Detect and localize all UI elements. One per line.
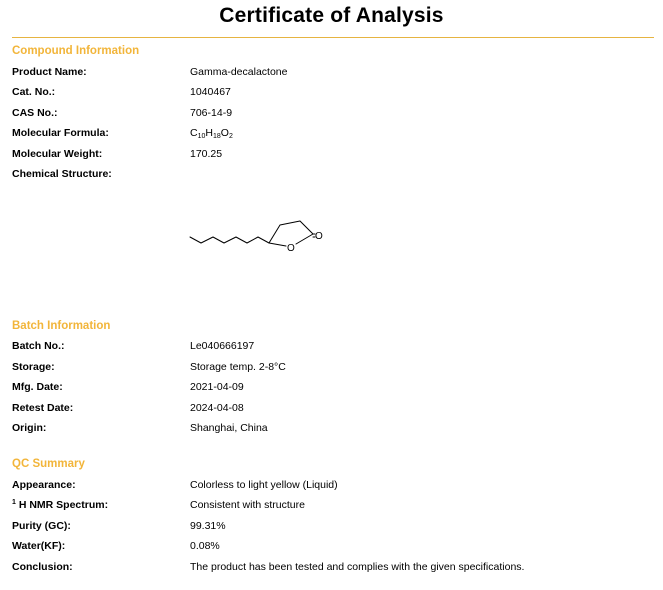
appearance-label: Appearance: xyxy=(12,479,76,491)
water-row xyxy=(0,540,663,556)
ring-bond-o-c2 xyxy=(296,234,313,244)
chemical-structure-drawing xyxy=(188,215,338,255)
cas-no-value: 706-14-9 xyxy=(190,107,233,119)
compound-info-heading: Compound Information xyxy=(12,45,140,57)
qc-summary-heading: QC Summary xyxy=(12,458,85,470)
formula-hydrogen: H xyxy=(205,127,213,139)
purity-label: Purity (GC): xyxy=(12,520,71,532)
conclusion-label: Conclusion: xyxy=(12,561,73,573)
chemical-structure-label: Chemical Structure: xyxy=(12,168,112,180)
water-label: Water(KF): xyxy=(12,540,66,552)
document-title: Certificate of Analysis xyxy=(219,4,444,27)
batch-no-row xyxy=(0,340,663,356)
molecular-weight-value: 170.25 xyxy=(190,148,223,160)
title-divider xyxy=(12,37,654,38)
batch-no-label: Batch No.: xyxy=(12,340,65,352)
cas-no-label: CAS No.: xyxy=(12,107,58,119)
chemical-structure-row xyxy=(0,168,663,184)
purity-row xyxy=(0,520,663,536)
cat-no-row xyxy=(0,86,663,102)
hexyl-chain xyxy=(190,237,269,243)
batch-info-heading: Batch Information xyxy=(12,320,111,332)
cat-no-label: Cat. No.: xyxy=(12,86,56,98)
ring-bond-c5-o xyxy=(269,243,286,246)
nmr-label xyxy=(12,499,108,511)
mfg-date-row xyxy=(0,381,663,397)
molecular-formula-row xyxy=(0,127,663,143)
appearance-value: Colorless to light yellow (Liquid) xyxy=(190,479,338,491)
storage-label: Storage: xyxy=(12,361,55,373)
nmr-label-text: H NMR Spectrum: xyxy=(15,499,109,511)
appearance-row xyxy=(0,479,663,495)
nmr-row xyxy=(0,499,663,515)
carbonyl-oxygen-atom: O xyxy=(315,231,323,242)
ring-oxygen-atom: O xyxy=(287,243,295,254)
nmr-isotope-superscript: 1 xyxy=(12,499,16,506)
storage-value: Storage temp. 2-8°C xyxy=(190,361,286,373)
product-name-value: Gamma-decalactone xyxy=(190,66,288,78)
conclusion-value: The product has been tested and complies with the given specifications. xyxy=(190,561,525,573)
formula-carbon-count: 10 xyxy=(197,133,206,140)
molecular-weight-row xyxy=(0,148,663,164)
molecular-weight-label: Molecular Weight: xyxy=(12,148,103,160)
mfg-date-value: 2021-04-09 xyxy=(190,381,244,393)
origin-row xyxy=(0,422,663,438)
product-name-row xyxy=(0,66,663,82)
lactone-ring-carbons xyxy=(269,221,313,243)
water-value: 0.08% xyxy=(190,540,220,552)
formula-oxygen-count: 2 xyxy=(228,133,233,140)
cat-no-value: 1040467 xyxy=(190,86,231,98)
retest-date-row xyxy=(0,402,663,418)
formula-carbon: C xyxy=(190,127,198,139)
molecular-formula-value xyxy=(190,127,233,139)
product-name-label: Product Name: xyxy=(12,66,87,78)
molecular-formula-label: Molecular Formula: xyxy=(12,127,109,139)
origin-label: Origin: xyxy=(12,422,47,434)
origin-value: Shanghai, China xyxy=(190,422,268,434)
conclusion-row xyxy=(0,561,663,577)
nmr-value: Consistent with structure xyxy=(190,499,305,511)
formula-hydrogen-count: 18 xyxy=(212,133,221,140)
purity-value: 99.31% xyxy=(190,520,226,532)
retest-date-value: 2024-04-08 xyxy=(190,402,244,414)
retest-date-label: Retest Date: xyxy=(12,402,74,414)
formula-oxygen: O xyxy=(220,127,229,139)
batch-no-value: Le040666197 xyxy=(190,340,255,352)
cas-no-row xyxy=(0,107,663,123)
mfg-date-label: Mfg. Date: xyxy=(12,381,63,393)
storage-row xyxy=(0,361,663,377)
